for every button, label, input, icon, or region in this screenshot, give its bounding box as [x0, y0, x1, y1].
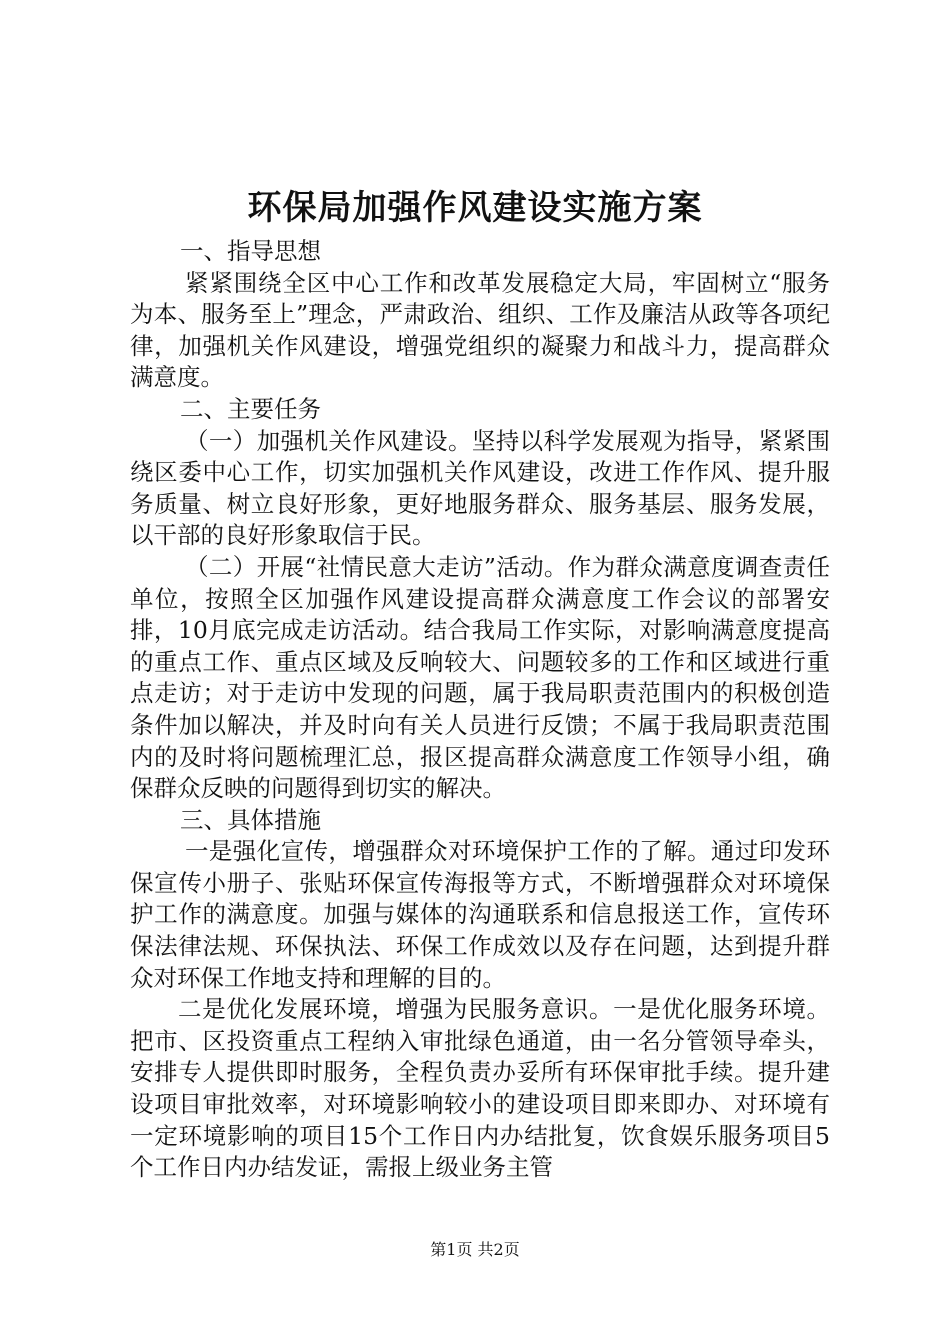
paragraph-task-2: （二）开展“社情民意大走访”活动。作为群众满意度调查责任单位，按照全区加强作风建设提高群众满意度工作会议的部署安排，10月底完成走访活动。结合我局工作实际，对影响满意度提高的重点工作、重点区域及反响较大、问题较多的工作和区域进行重点走访；对于走访中发现的问题，属于我局职责范围内的积极创造条件加以解决，并及时向有关人员进行反馈；不属于我局职责范围内的及时将问题梳理汇总，报区提高群众满意度工作领导小组，确保群众反映的问题得到切实的解决。 [130, 552, 830, 803]
section-heading-specific-measures: 三、具体措施 [180, 805, 321, 834]
section-heading-guiding-ideology: 一、指导思想 [180, 237, 321, 265]
page-footer: 第1页 共2页 [430, 1240, 520, 1259]
paragraph-measure-2: 二是优化发展环境，增强为民服务意识。一是优化服务环境。把市、区投资重点工程纳入审批绿色通道，由一名分管领导牵头，安排专人提供即时服务，全程负责办妥所有环保审批手续。提升建设项目审批效率，对环境影响较小的建设项目即来即办、对环境有一定环境影响的项目15个工作日内办结批复，饮食娱乐服务项目5个工作日内办结发证，需报上级业务主管 [130, 995, 830, 1182]
paragraph-task-1: （一）加强机关作风建设。坚持以科学发展观为指导，紧紧围绕区委中心工作，切实加强机关作风建设，改进工作作风、提升服务质量、树立良好形象，更好地服务群众、服务基层、服务发展，以干部的良好形象取信于民。 [130, 426, 830, 550]
paragraph-measure-1: 一是强化宣传，增强群众对环境保护工作的了解。通过印发环保宣传小册子、张贴环保宣传海报等方式，不断增强群众对环境保护工作的满意度。加强与媒体的沟通联系和信息报送工作，宣传环保法律法规、环保执法、环保工作成效以及存在问题，达到提升群众对环保工作地支持和理解的目的。 [130, 837, 830, 992]
paragraph-guiding-ideology: 紧紧围绕全区中心工作和改革发展稳定大局，牢固树立“服务为本、服务至上”理念，严肃政治、组织、工作及廉洁从政等各项纪律，加强机关作风建设，增强党组织的凝聚力和战斗力，提高群众满意度。 [130, 268, 830, 392]
document-title: 环保局加强作风建设实施方案 [247, 188, 703, 228]
document-body [130, 236, 830, 1184]
section-heading-main-tasks: 二、主要任务 [180, 394, 321, 423]
